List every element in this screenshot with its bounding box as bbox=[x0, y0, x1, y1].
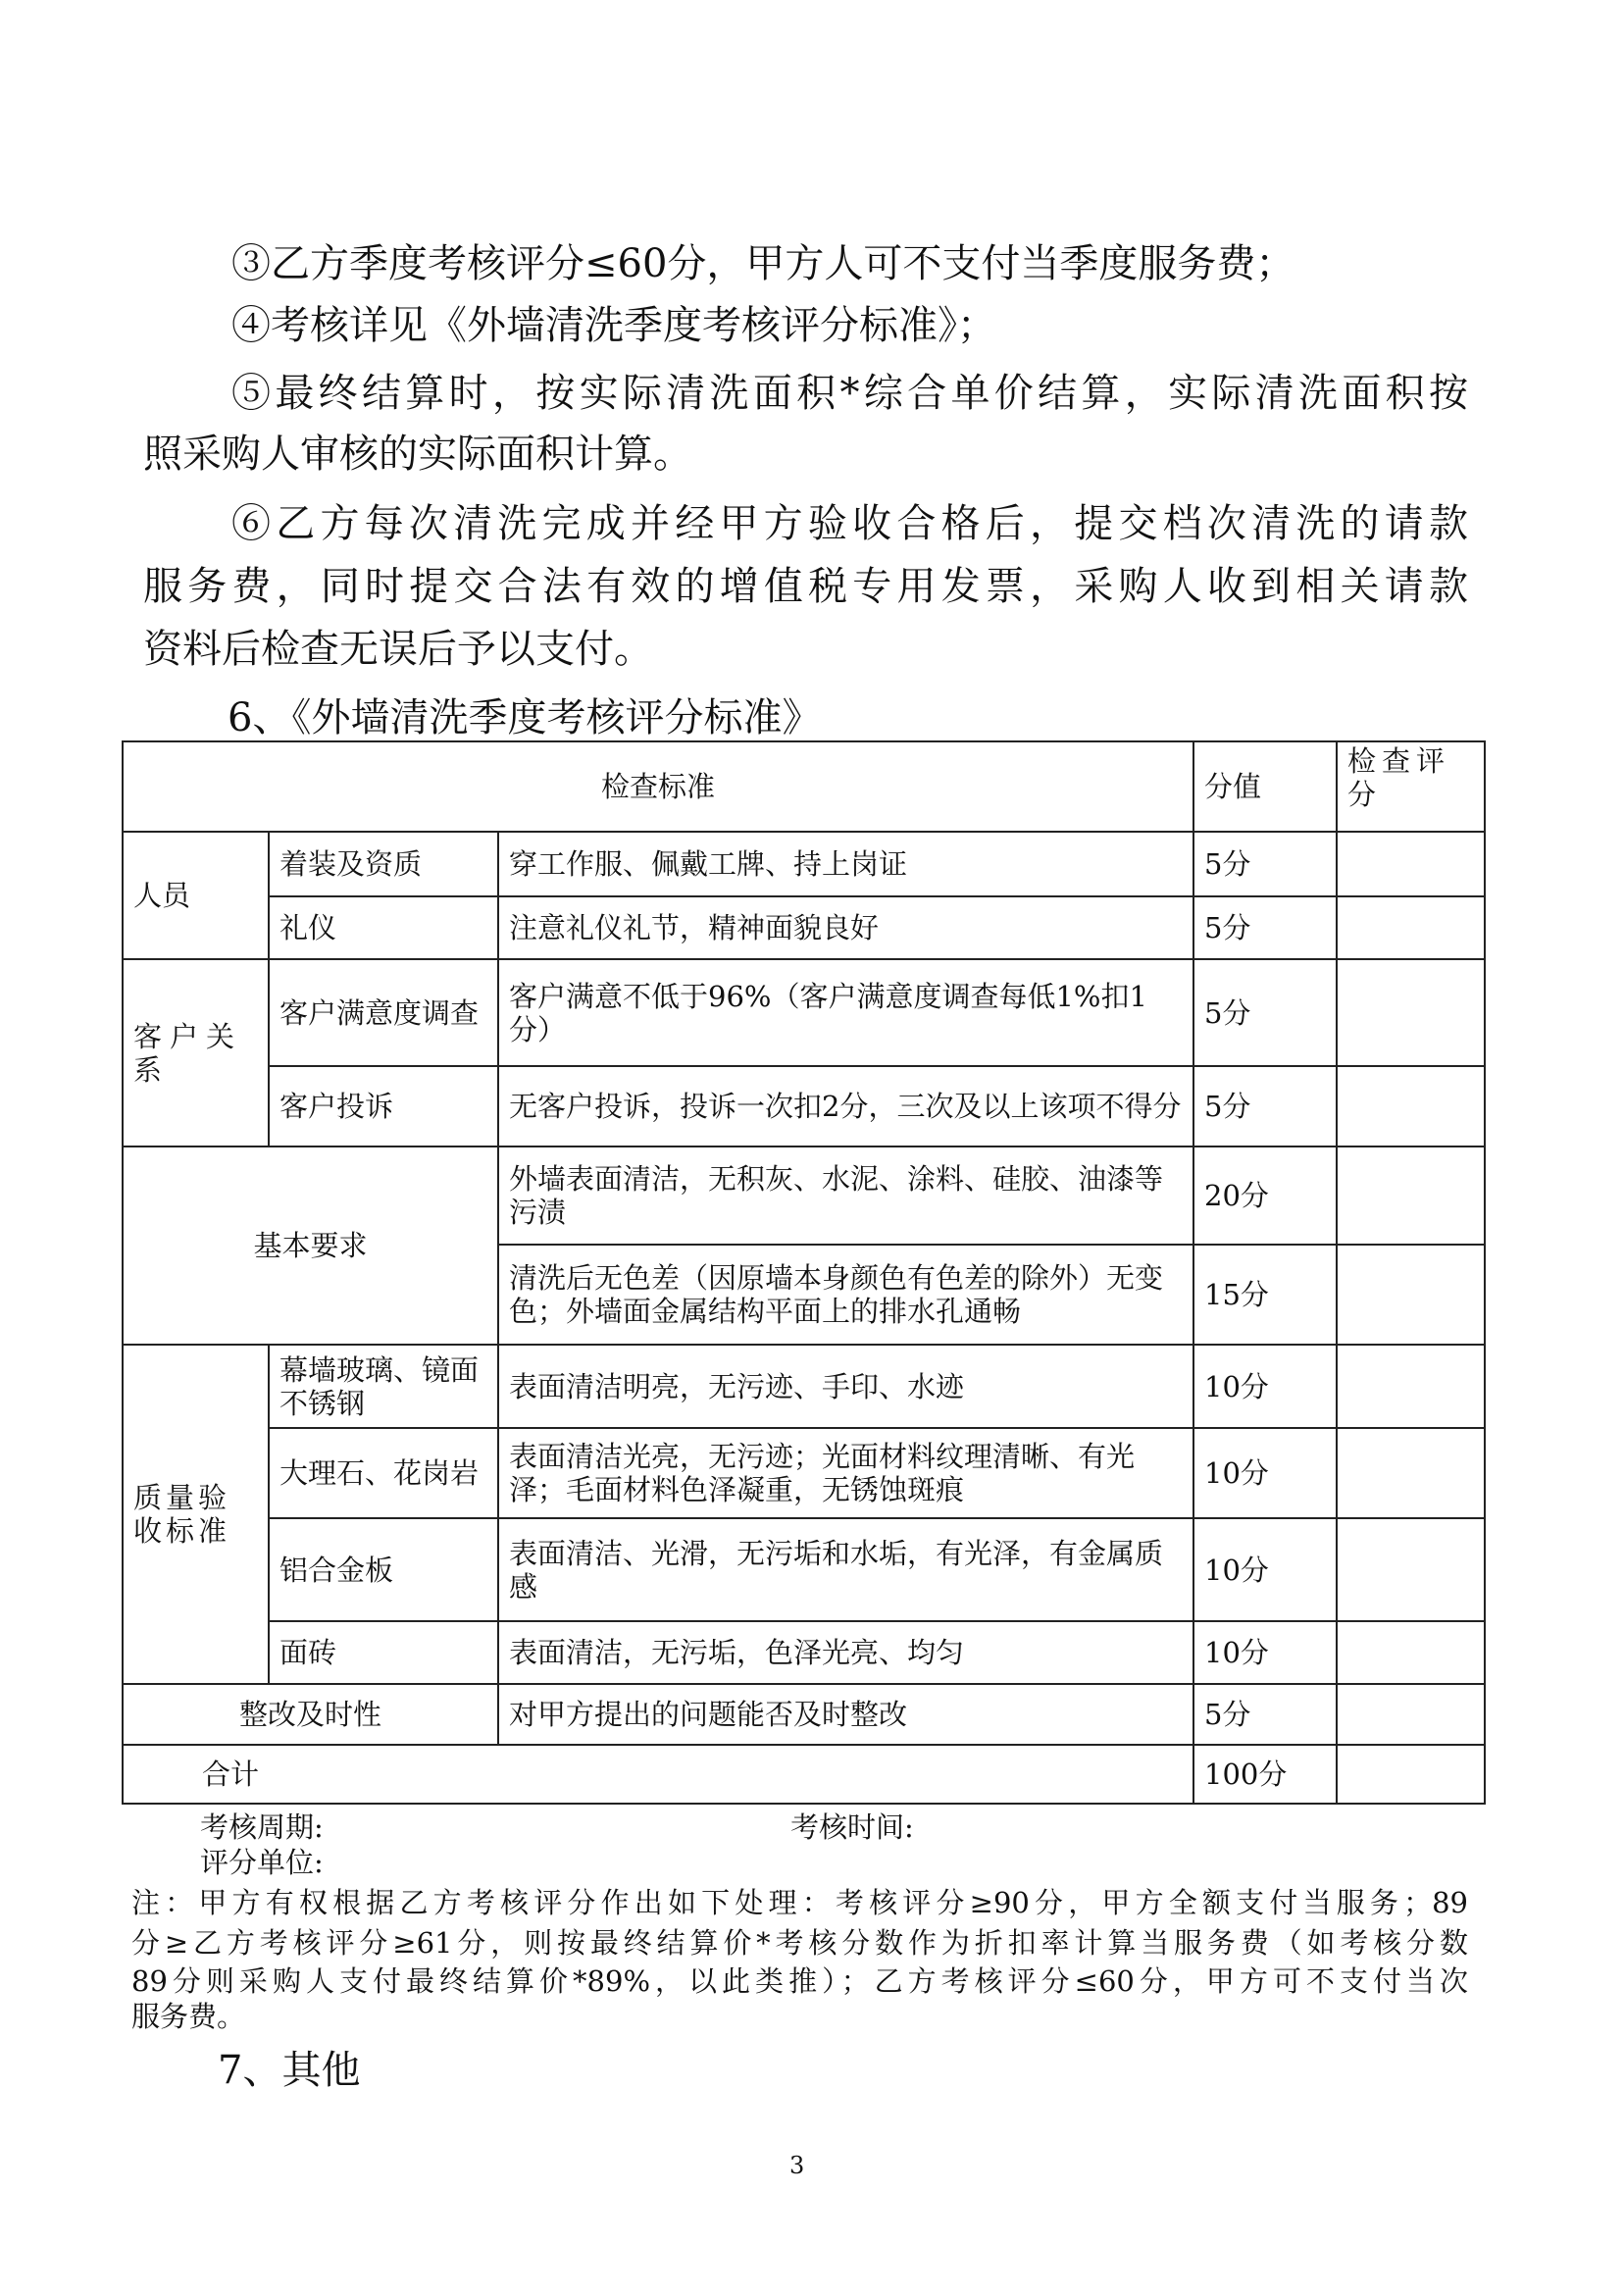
row-criteria: 对甲方提出的问题能否及时整改 bbox=[498, 1684, 1193, 1745]
assessment-table bbox=[122, 740, 1486, 1805]
table-row bbox=[123, 1518, 1485, 1621]
total-check-cell bbox=[1337, 1745, 1485, 1804]
row-score: 5分 bbox=[1193, 896, 1337, 959]
row-criteria: 表面清洁，无污垢，色泽光亮、均匀 bbox=[498, 1621, 1193, 1684]
note-line-2: 分≥乙方考核评分≥61分，则按最终结算价*考核分数作为折扣率计算当服务费（如考核分数 bbox=[131, 1926, 1468, 1960]
row-check-cell bbox=[1337, 1066, 1485, 1146]
table-row bbox=[123, 1066, 1485, 1146]
table-row bbox=[123, 1345, 1485, 1428]
row-criteria: 外墙表面清洁，无积灰、水泥、涂料、硅胶、油漆等污渍 bbox=[498, 1146, 1193, 1245]
row-score: 5分 bbox=[1193, 832, 1337, 896]
row-check-cell bbox=[1337, 959, 1485, 1066]
row-criteria: 穿工作服、佩戴工牌、持上岗证 bbox=[498, 832, 1193, 896]
row-score: 5分 bbox=[1193, 1684, 1337, 1745]
row-criteria: 注意礼仪礼节，精神面貌良好 bbox=[498, 896, 1193, 959]
row-check-cell bbox=[1337, 1518, 1485, 1621]
row-item: 面砖 bbox=[269, 1621, 498, 1684]
paragraph-6-line3: 资料后检查无误后予以支付。 bbox=[143, 627, 653, 672]
note-line-4: 服务费。 bbox=[131, 2000, 246, 2033]
row-criteria: 无客户投诉，投诉一次扣2分，三次及以上该项不得分 bbox=[498, 1066, 1193, 1146]
group-total: 合计 bbox=[123, 1745, 1193, 1804]
table-row bbox=[123, 896, 1485, 959]
group-basic: 基本要求 bbox=[123, 1146, 498, 1345]
row-score: 10分 bbox=[1193, 1621, 1337, 1684]
page-number: 3 bbox=[789, 2152, 805, 2179]
total-score: 100分 bbox=[1193, 1745, 1337, 1804]
row-check-cell bbox=[1337, 1428, 1485, 1518]
table-row bbox=[123, 1428, 1485, 1518]
row-check-cell bbox=[1337, 832, 1485, 896]
paragraph-6-line1: ⑥乙方每次清洗完成并经甲方验收合格后，提交档次清洗的请款 bbox=[231, 501, 1468, 546]
row-score: 10分 bbox=[1193, 1428, 1337, 1518]
table-row bbox=[123, 1146, 1485, 1245]
row-criteria: 表面清洁明亮，无污迹、手印、水迹 bbox=[498, 1345, 1193, 1428]
row-item: 大理石、花岗岩 bbox=[269, 1428, 498, 1518]
group-customer: 客户关系 bbox=[123, 959, 269, 1146]
row-check-cell bbox=[1337, 1621, 1485, 1684]
row-check-cell bbox=[1337, 1684, 1485, 1745]
header-standard: 检查标准 bbox=[123, 741, 1193, 832]
paragraph-5-line1: ⑤最终结算时，按实际清洗面积*综合单价结算，实际清洗面积按 bbox=[231, 371, 1468, 416]
assessment-period-label: 考核周期: bbox=[200, 1810, 324, 1844]
table-row bbox=[123, 832, 1485, 896]
row-item: 客户满意度调查 bbox=[269, 959, 498, 1066]
table-total-row bbox=[123, 1745, 1485, 1804]
row-criteria: 表面清洁光亮，无污迹；光面材料纹理清晰、有光泽；毛面材料色泽凝重，无锈蚀斑痕 bbox=[498, 1428, 1193, 1518]
row-criteria: 清洗后无色差（因原墙本身颜色有色差的除外）无变色；外墙面金属结构平面上的排水孔通畅 bbox=[498, 1245, 1193, 1345]
row-score: 10分 bbox=[1193, 1518, 1337, 1621]
row-check-cell bbox=[1337, 1146, 1485, 1245]
row-score: 10分 bbox=[1193, 1345, 1337, 1428]
section-7-title: 7、其他 bbox=[218, 2048, 361, 2093]
paragraph-5-line2: 照采购人审核的实际面积计算。 bbox=[143, 432, 692, 477]
row-check-cell bbox=[1337, 896, 1485, 959]
paragraph-4: ④考核详见《外墙清洗季度考核评分标准》； bbox=[231, 303, 996, 348]
row-item: 铝合金板 bbox=[269, 1518, 498, 1621]
row-check-cell bbox=[1337, 1345, 1485, 1428]
row-criteria: 客户满意不低于96%（客户满意度调查每低1%扣1分） bbox=[498, 959, 1193, 1066]
note-line-1: 注：甲方有权根据乙方考核评分作出如下处理：考核评分≥90分，甲方全额支付当服务；89 bbox=[131, 1886, 1468, 1919]
scoring-unit-label: 评分单位: bbox=[200, 1846, 324, 1879]
table-row bbox=[123, 1684, 1485, 1745]
row-item: 客户投诉 bbox=[269, 1066, 498, 1146]
group-rectify: 整改及时性 bbox=[123, 1684, 498, 1745]
row-score: 5分 bbox=[1193, 1066, 1337, 1146]
row-score: 15分 bbox=[1193, 1245, 1337, 1345]
paragraph-6-line2: 服务费，同时提交合法有效的增值税专用发票，采购人收到相关请款 bbox=[143, 564, 1468, 609]
table-row bbox=[123, 1621, 1485, 1684]
header-score: 分值 bbox=[1193, 741, 1337, 832]
row-criteria: 表面清洁、光滑，无污垢和水垢，有光泽，有金属质感 bbox=[498, 1518, 1193, 1621]
row-check-cell bbox=[1337, 1245, 1485, 1345]
group-personnel: 人员 bbox=[123, 832, 269, 959]
table-header-row bbox=[123, 741, 1485, 832]
row-item: 着装及资质 bbox=[269, 832, 498, 896]
row-item: 礼仪 bbox=[269, 896, 498, 959]
section-6-title: 6、《外墙清洗季度考核评分标准》 bbox=[228, 695, 822, 740]
paragraph-3: ③乙方季度考核评分≤60分，甲方人可不支付当季度服务费； bbox=[231, 241, 1295, 286]
assessment-time-label: 考核时间: bbox=[790, 1810, 914, 1844]
note-line-3: 89分则采购人支付最终结算价*89%，以此类推）；乙方考核评分≤60分，甲方可不支付当次 bbox=[131, 1964, 1468, 1998]
row-score: 20分 bbox=[1193, 1146, 1337, 1245]
group-quality: 质量验收标准 bbox=[123, 1345, 269, 1684]
row-score: 5分 bbox=[1193, 959, 1337, 1066]
header-check: 检查评分 bbox=[1337, 741, 1485, 832]
row-item: 幕墙玻璃、镜面不锈钢 bbox=[269, 1345, 498, 1428]
table-row bbox=[123, 959, 1485, 1066]
